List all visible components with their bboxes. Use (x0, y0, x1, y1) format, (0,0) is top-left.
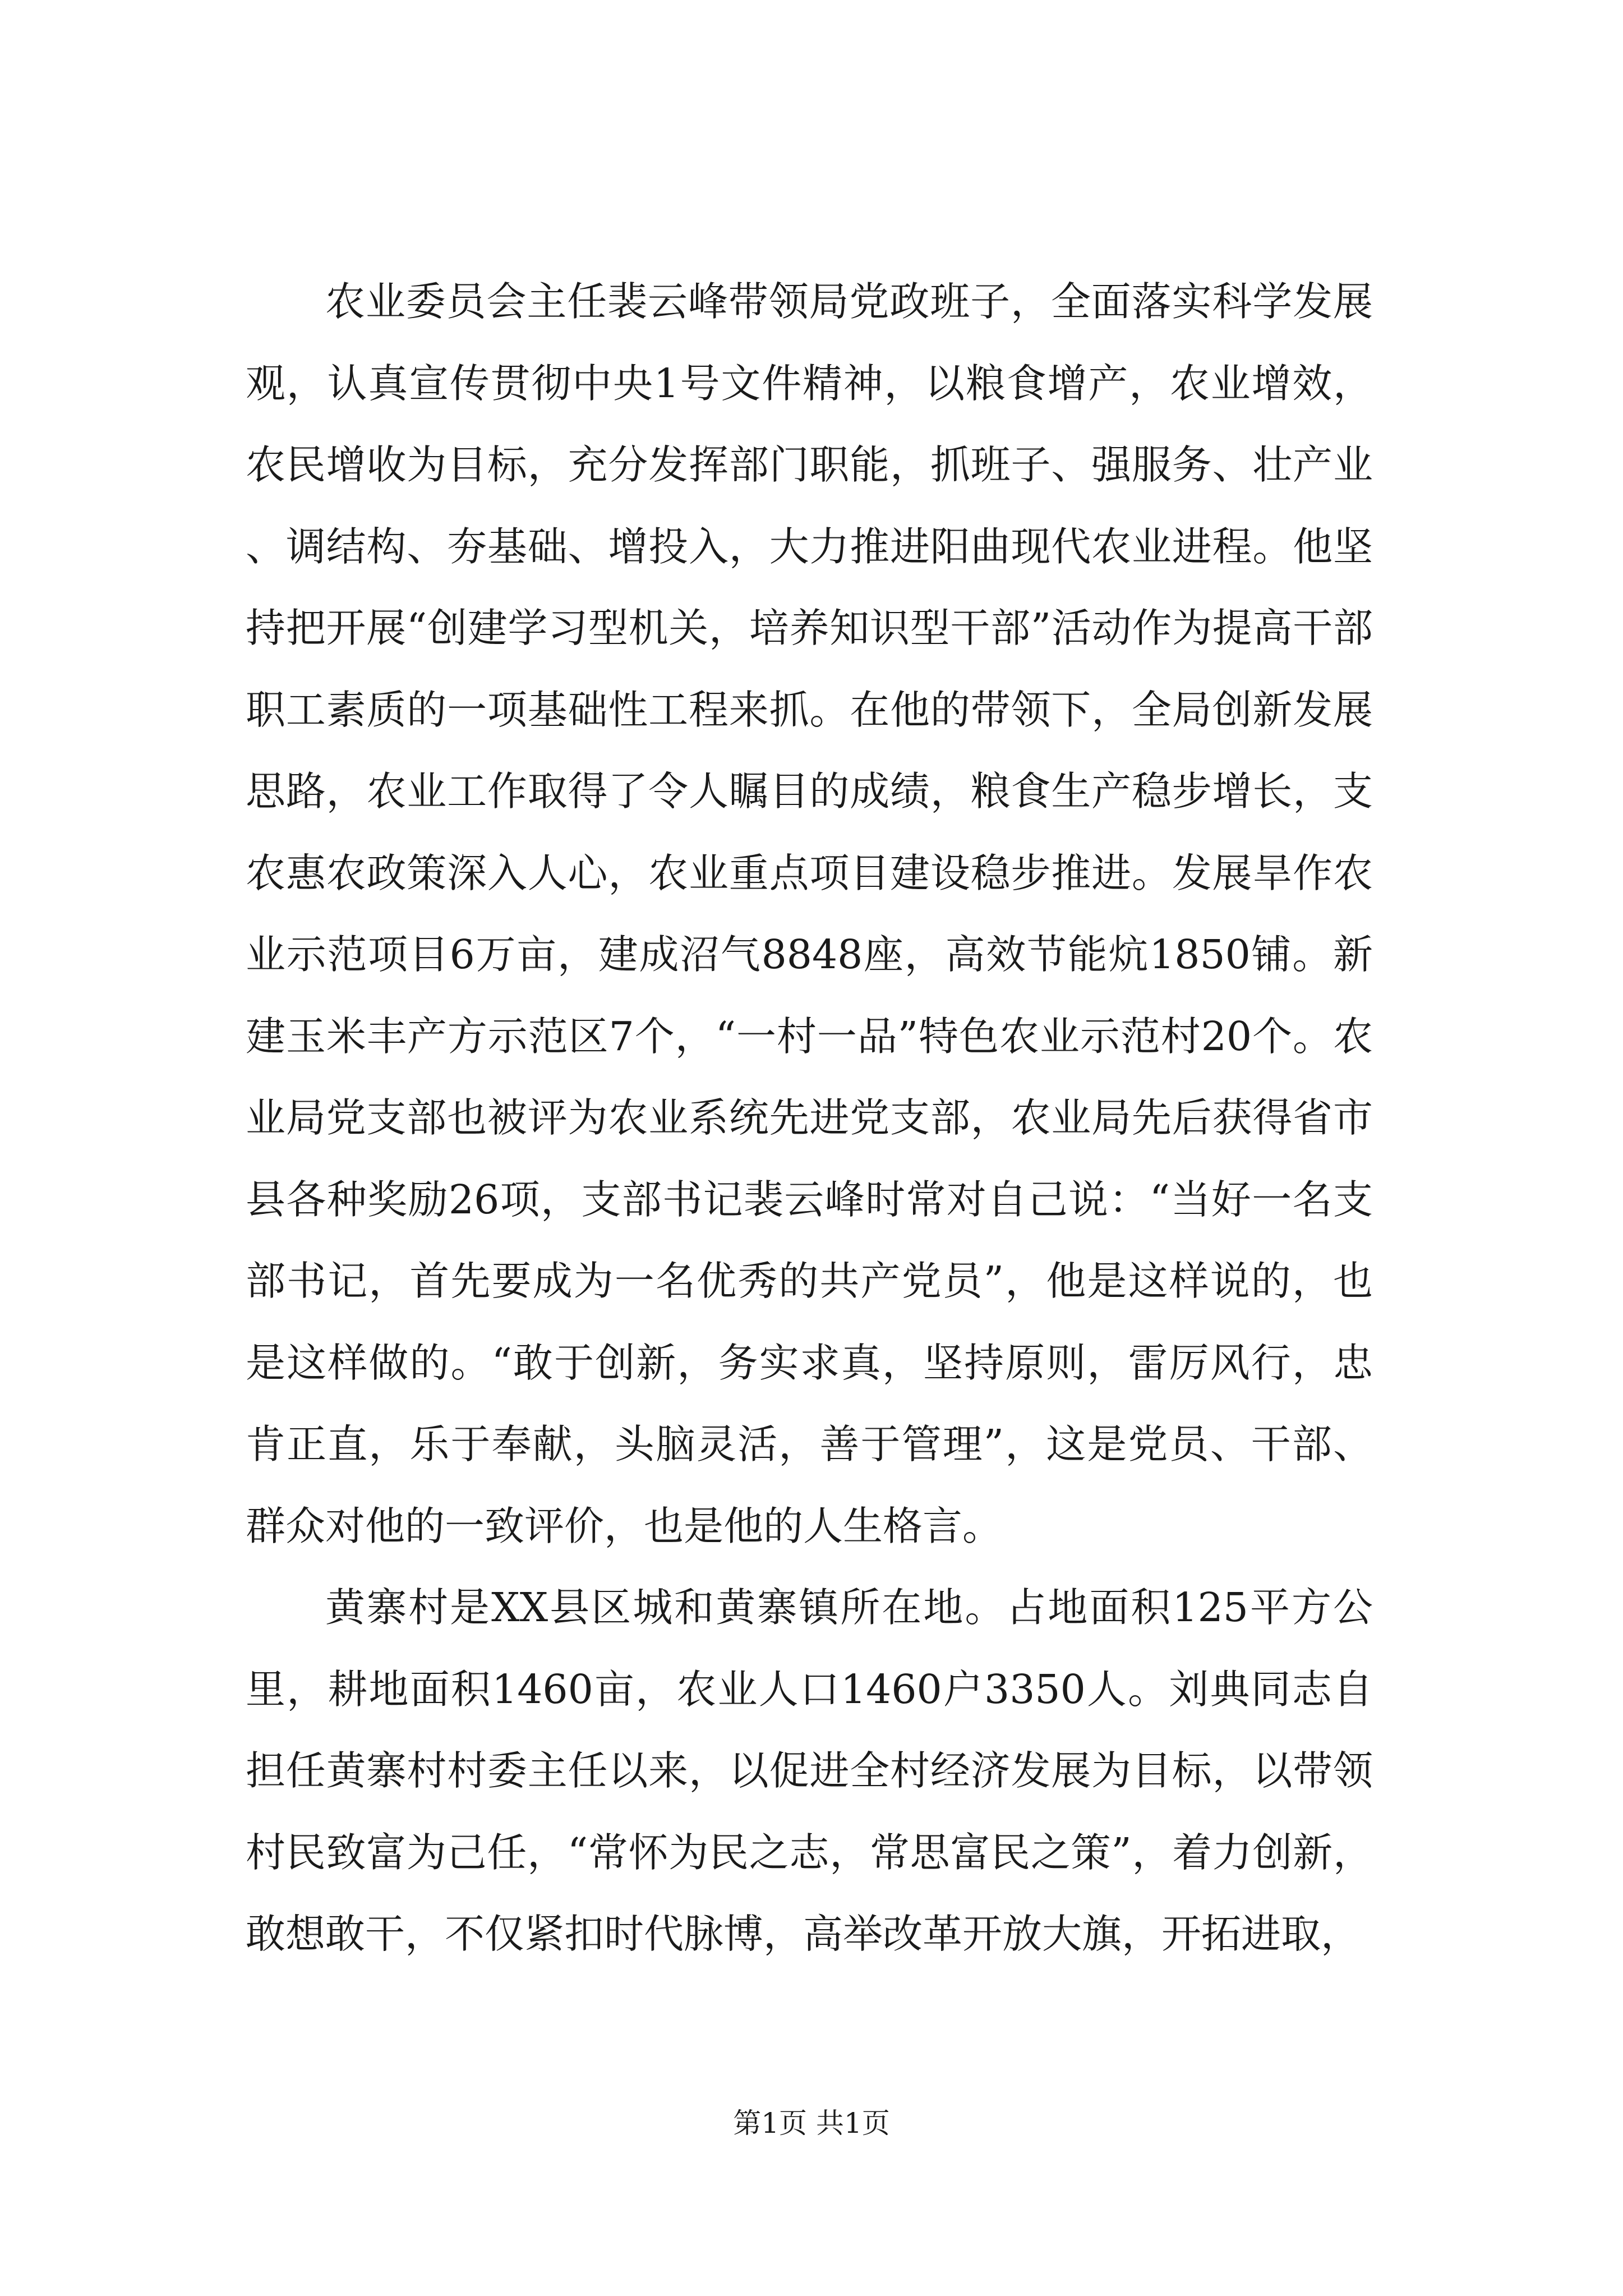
paragraph-2: 黄寨村是XX县区城和黄寨镇所在地。占地面积125平方公里，耕地面积1460亩，农业人口1460户3350人。刘典同志自担任黄寨村村委主任以来，以促进全村经济发展为目标，以带领村民致富为己任，“常怀为民之志，常思富民之策”，着力创新，敢想敢干，不仅紧扣时代脉博，高举改革开放大旗，开拓进取， (246, 1584, 1373, 1957)
page-number-footer: 第1页 共1页 (733, 2107, 890, 2139)
paragraph-1: 农业委员会主任裴云峰带领局党政班子，全面落实科学发展观，认真宣传贯彻中央1号文件精神，以粮食增产，农业增效，农民增收为目标，充分发挥部门职能，抓班子、强服务、壮产业、调结构、夯基础、增投入，大力推进阳曲现代农业进程。他坚持把开展“创建学习型机关，培养知识型干部”活动作为提高干部职工素质的一项基础性工程来抓。在他的带领下，全局创新发展思路，农业工作取得了令人瞩目的成绩，粮食生产稳步增长，支农惠农政策深入人心，农业重点项目建设稳步推进。发展旱作农业示范项目6万亩，建成沼气8848座，高效节能炕1850铺。新建玉米丰产方示范区7个，“一村一品”特色农业示范村20个。农业局党支部也被评为农业系统先进党支部，农业局先后获得省市县各种奖励26项，支部书记裴云峰时常对自己说：“当好一名支部书记，首先要成为一名优秀的共产党员”，他是这样说的，也是这样做的。“敢于创新，务实求真，坚持原则，雷厉风行，忠肯正直，乐于奉献，头脑灵活，善于管理”，这是党员、干部、群众对他的一致评价，也是他的人生格言。 (246, 278, 1373, 1549)
document-body (246, 261, 1373, 1975)
